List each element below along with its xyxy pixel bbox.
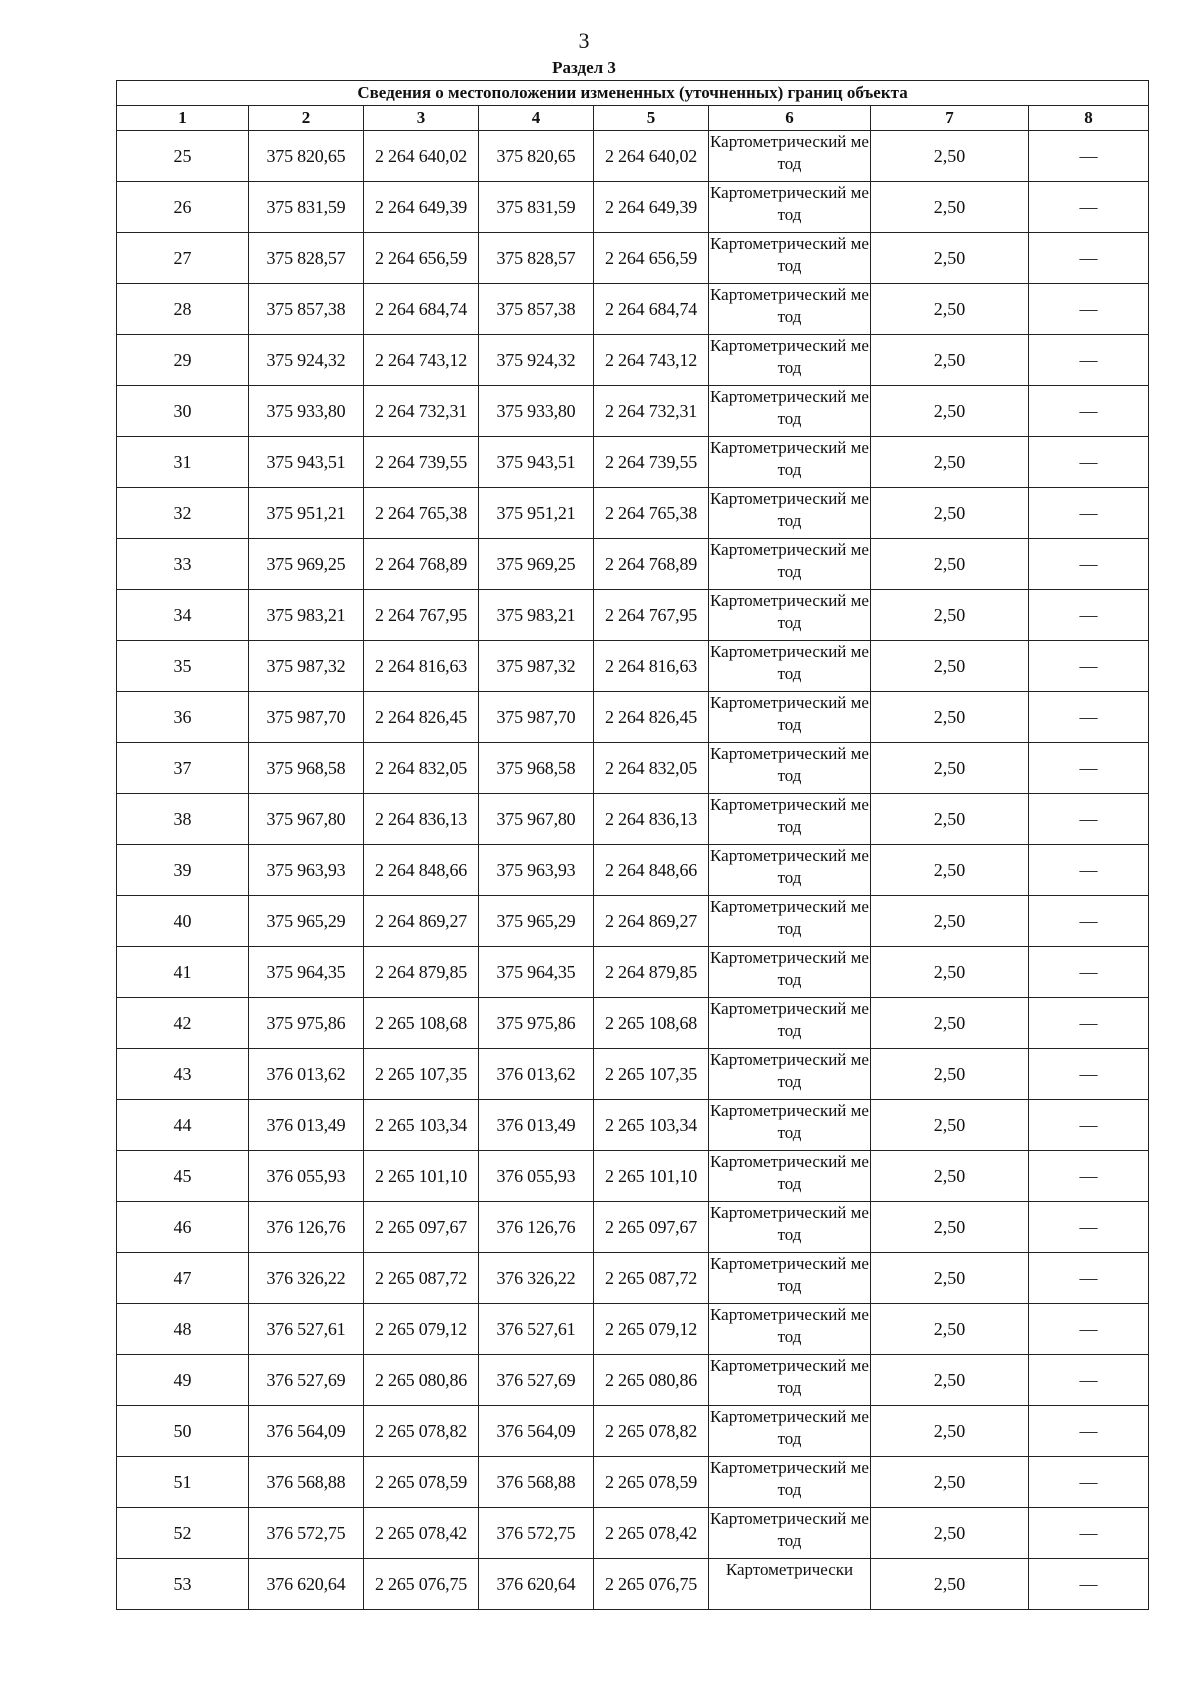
- note-cell: —: [1029, 539, 1149, 590]
- point-number-cell: 52: [117, 1508, 249, 1559]
- x-new-cell: 376 326,22: [479, 1253, 594, 1304]
- y-new-cell: 2 264 826,45: [594, 692, 709, 743]
- x-old-cell: 375 965,29: [249, 896, 364, 947]
- note-cell: —: [1029, 488, 1149, 539]
- method-cell: Картометрический метод: [709, 233, 871, 284]
- x-old-cell: 375 857,38: [249, 284, 364, 335]
- page-number: 3: [578, 28, 590, 53]
- y-old-cell: 2 265 076,75: [364, 1559, 479, 1610]
- point-number-cell: 33: [117, 539, 249, 590]
- note-cell: —: [1029, 335, 1149, 386]
- method-cell: Картометрический метод: [709, 1406, 871, 1457]
- accuracy-cell: 2,50: [871, 1100, 1029, 1151]
- x-new-cell: 375 969,25: [479, 539, 594, 590]
- table-row: [117, 743, 1149, 794]
- accuracy-cell: 2,50: [871, 1304, 1029, 1355]
- method-cell: Картометрический метод: [709, 1457, 871, 1508]
- table-body: [117, 131, 1149, 1610]
- y-new-cell: 2 264 832,05: [594, 743, 709, 794]
- y-old-cell: 2 265 087,72: [364, 1253, 479, 1304]
- column-number: 6: [709, 106, 871, 131]
- method-cell: Картометрический метод: [709, 743, 871, 794]
- method-cell: Картометрический метод: [709, 590, 871, 641]
- y-old-cell: 2 264 765,38: [364, 488, 479, 539]
- point-number-cell: 42: [117, 998, 249, 1049]
- x-old-cell: 376 013,49: [249, 1100, 364, 1151]
- x-new-cell: 376 055,93: [479, 1151, 594, 1202]
- x-new-cell: 375 828,57: [479, 233, 594, 284]
- y-new-cell: 2 265 078,82: [594, 1406, 709, 1457]
- y-old-cell: 2 264 684,74: [364, 284, 479, 335]
- method-cell: Картометрический метод: [709, 896, 871, 947]
- method-cell: Картометрический метод: [709, 998, 871, 1049]
- x-old-cell: 375 975,86: [249, 998, 364, 1049]
- method-cell: Картометрический метод: [709, 488, 871, 539]
- x-old-cell: 375 987,70: [249, 692, 364, 743]
- y-old-cell: 2 264 768,89: [364, 539, 479, 590]
- table-row: [117, 1457, 1149, 1508]
- table-row: [117, 488, 1149, 539]
- y-old-cell: 2 264 848,66: [364, 845, 479, 896]
- method-cell: Картометрический метод: [709, 1049, 871, 1100]
- accuracy-cell: 2,50: [871, 1457, 1029, 1508]
- y-new-cell: 2 264 869,27: [594, 896, 709, 947]
- accuracy-cell: 2,50: [871, 1253, 1029, 1304]
- accuracy-cell: 2,50: [871, 284, 1029, 335]
- column-number: 4: [479, 106, 594, 131]
- x-new-cell: 375 831,59: [479, 182, 594, 233]
- x-old-cell: 376 326,22: [249, 1253, 364, 1304]
- method-cell: Картометрический метод: [709, 1100, 871, 1151]
- column-number: 8: [1029, 106, 1149, 131]
- y-new-cell: 2 265 107,35: [594, 1049, 709, 1100]
- method-cell: Картометрический метод: [709, 437, 871, 488]
- accuracy-cell: 2,50: [871, 131, 1029, 182]
- note-cell: —: [1029, 1508, 1149, 1559]
- x-new-cell: 375 964,35: [479, 947, 594, 998]
- point-number-cell: 51: [117, 1457, 249, 1508]
- y-new-cell: 2 264 765,38: [594, 488, 709, 539]
- y-old-cell: 2 264 656,59: [364, 233, 479, 284]
- x-new-cell: 375 820,65: [479, 131, 594, 182]
- note-cell: —: [1029, 437, 1149, 488]
- note-cell: —: [1029, 131, 1149, 182]
- x-old-cell: 375 983,21: [249, 590, 364, 641]
- x-new-cell: 376 013,49: [479, 1100, 594, 1151]
- accuracy-cell: 2,50: [871, 335, 1029, 386]
- table-row: [117, 1304, 1149, 1355]
- x-new-cell: 375 963,93: [479, 845, 594, 896]
- y-old-cell: 2 264 879,85: [364, 947, 479, 998]
- point-number-cell: 39: [117, 845, 249, 896]
- x-new-cell: 375 987,32: [479, 641, 594, 692]
- note-cell: —: [1029, 743, 1149, 794]
- y-new-cell: 2 265 108,68: [594, 998, 709, 1049]
- method-cell: Картометрический метод: [709, 1202, 871, 1253]
- y-old-cell: 2 264 649,39: [364, 182, 479, 233]
- point-number-cell: 46: [117, 1202, 249, 1253]
- table-row: [117, 1253, 1149, 1304]
- column-number: 7: [871, 106, 1029, 131]
- method-cell: Картометрически: [709, 1559, 871, 1610]
- note-cell: —: [1029, 1304, 1149, 1355]
- table-row: [117, 437, 1149, 488]
- note-cell: —: [1029, 590, 1149, 641]
- point-number-cell: 48: [117, 1304, 249, 1355]
- y-old-cell: 2 265 108,68: [364, 998, 479, 1049]
- point-number-cell: 37: [117, 743, 249, 794]
- table-row: [117, 1100, 1149, 1151]
- x-new-cell: 376 620,64: [479, 1559, 594, 1610]
- point-number-cell: 38: [117, 794, 249, 845]
- column-number: 1: [117, 106, 249, 131]
- point-number-cell: 36: [117, 692, 249, 743]
- point-number-cell: 35: [117, 641, 249, 692]
- y-old-cell: 2 264 836,13: [364, 794, 479, 845]
- y-new-cell: 2 264 640,02: [594, 131, 709, 182]
- accuracy-cell: 2,50: [871, 794, 1029, 845]
- note-cell: —: [1029, 692, 1149, 743]
- y-new-cell: 2 265 078,59: [594, 1457, 709, 1508]
- table-row: [117, 539, 1149, 590]
- point-number-cell: 27: [117, 233, 249, 284]
- accuracy-cell: 2,50: [871, 692, 1029, 743]
- x-old-cell: 375 951,21: [249, 488, 364, 539]
- method-cell: Картометрический метод: [709, 641, 871, 692]
- accuracy-cell: 2,50: [871, 437, 1029, 488]
- x-new-cell: 376 527,61: [479, 1304, 594, 1355]
- y-old-cell: 2 264 739,55: [364, 437, 479, 488]
- x-old-cell: 375 820,65: [249, 131, 364, 182]
- note-cell: —: [1029, 1457, 1149, 1508]
- point-number-cell: 32: [117, 488, 249, 539]
- x-new-cell: 375 951,21: [479, 488, 594, 539]
- x-old-cell: 376 527,69: [249, 1355, 364, 1406]
- table-row: [117, 1151, 1149, 1202]
- table-row: [117, 386, 1149, 437]
- table-row: [117, 1508, 1149, 1559]
- y-old-cell: 2 264 767,95: [364, 590, 479, 641]
- table-row: [117, 1049, 1149, 1100]
- x-old-cell: 376 568,88: [249, 1457, 364, 1508]
- y-old-cell: 2 264 816,63: [364, 641, 479, 692]
- y-new-cell: 2 264 656,59: [594, 233, 709, 284]
- note-cell: —: [1029, 1253, 1149, 1304]
- method-cell: Картометрический метод: [709, 1151, 871, 1202]
- note-cell: —: [1029, 1202, 1149, 1253]
- x-old-cell: 375 968,58: [249, 743, 364, 794]
- point-number-cell: 47: [117, 1253, 249, 1304]
- method-cell: Картометрический метод: [709, 1508, 871, 1559]
- x-new-cell: 375 987,70: [479, 692, 594, 743]
- x-old-cell: 376 055,93: [249, 1151, 364, 1202]
- y-old-cell: 2 264 869,27: [364, 896, 479, 947]
- y-new-cell: 2 265 087,72: [594, 1253, 709, 1304]
- method-cell: Картометрический метод: [709, 1355, 871, 1406]
- method-cell: Картометрический метод: [709, 845, 871, 896]
- x-new-cell: 376 527,69: [479, 1355, 594, 1406]
- point-number-cell: 28: [117, 284, 249, 335]
- x-old-cell: 376 126,76: [249, 1202, 364, 1253]
- note-cell: —: [1029, 284, 1149, 335]
- point-number-cell: 45: [117, 1151, 249, 1202]
- accuracy-cell: 2,50: [871, 1049, 1029, 1100]
- accuracy-cell: 2,50: [871, 590, 1029, 641]
- y-old-cell: 2 264 826,45: [364, 692, 479, 743]
- note-cell: —: [1029, 896, 1149, 947]
- column-number: 2: [249, 106, 364, 131]
- accuracy-cell: 2,50: [871, 488, 1029, 539]
- method-cell: Картометрический метод: [709, 947, 871, 998]
- accuracy-cell: 2,50: [871, 386, 1029, 437]
- x-new-cell: 375 975,86: [479, 998, 594, 1049]
- table-row: [117, 641, 1149, 692]
- y-new-cell: 2 264 684,74: [594, 284, 709, 335]
- note-cell: —: [1029, 845, 1149, 896]
- x-old-cell: 375 969,25: [249, 539, 364, 590]
- table-row: [117, 1202, 1149, 1253]
- x-old-cell: 376 013,62: [249, 1049, 364, 1100]
- note-cell: —: [1029, 1559, 1149, 1610]
- y-new-cell: 2 264 879,85: [594, 947, 709, 998]
- method-cell: Картометрический метод: [709, 182, 871, 233]
- accuracy-cell: 2,50: [871, 641, 1029, 692]
- accuracy-cell: 2,50: [871, 1355, 1029, 1406]
- y-new-cell: 2 265 079,12: [594, 1304, 709, 1355]
- point-number-cell: 41: [117, 947, 249, 998]
- x-old-cell: 375 943,51: [249, 437, 364, 488]
- table-row: [117, 335, 1149, 386]
- accuracy-cell: 2,50: [871, 233, 1029, 284]
- table-row: [117, 284, 1149, 335]
- y-new-cell: 2 265 078,42: [594, 1508, 709, 1559]
- x-new-cell: 375 943,51: [479, 437, 594, 488]
- y-old-cell: 2 264 832,05: [364, 743, 479, 794]
- y-new-cell: 2 264 768,89: [594, 539, 709, 590]
- y-old-cell: 2 265 101,10: [364, 1151, 479, 1202]
- point-number-cell: 31: [117, 437, 249, 488]
- point-number-cell: 25: [117, 131, 249, 182]
- table-row: [117, 1406, 1149, 1457]
- accuracy-cell: 2,50: [871, 998, 1029, 1049]
- table-row: [117, 692, 1149, 743]
- y-old-cell: 2 264 640,02: [364, 131, 479, 182]
- x-old-cell: 376 620,64: [249, 1559, 364, 1610]
- table-row: [117, 590, 1149, 641]
- point-number-cell: 50: [117, 1406, 249, 1457]
- note-cell: —: [1029, 233, 1149, 284]
- accuracy-cell: 2,50: [871, 845, 1029, 896]
- method-cell: Картометрический метод: [709, 131, 871, 182]
- note-cell: —: [1029, 1151, 1149, 1202]
- column-number-row: [117, 106, 1149, 131]
- y-new-cell: 2 264 743,12: [594, 335, 709, 386]
- boundary-coordinates-table: [116, 80, 1149, 1610]
- y-old-cell: 2 265 103,34: [364, 1100, 479, 1151]
- accuracy-cell: 2,50: [871, 947, 1029, 998]
- table-row: [117, 794, 1149, 845]
- x-new-cell: 375 924,32: [479, 335, 594, 386]
- point-number-cell: 34: [117, 590, 249, 641]
- x-old-cell: 376 564,09: [249, 1406, 364, 1457]
- table-row: [117, 896, 1149, 947]
- note-cell: —: [1029, 1100, 1149, 1151]
- section-title: Раздел 3: [552, 58, 616, 77]
- method-cell: Картометрический метод: [709, 539, 871, 590]
- method-cell: Картометрический метод: [709, 335, 871, 386]
- x-old-cell: 375 828,57: [249, 233, 364, 284]
- table-row: [117, 845, 1149, 896]
- y-new-cell: 2 265 101,10: [594, 1151, 709, 1202]
- x-old-cell: 375 967,80: [249, 794, 364, 845]
- note-cell: —: [1029, 182, 1149, 233]
- note-cell: —: [1029, 947, 1149, 998]
- method-cell: Картометрический метод: [709, 794, 871, 845]
- note-cell: —: [1029, 1406, 1149, 1457]
- x-new-cell: 375 967,80: [479, 794, 594, 845]
- method-cell: Картометрический метод: [709, 1304, 871, 1355]
- x-new-cell: 375 968,58: [479, 743, 594, 794]
- table-row: [117, 1355, 1149, 1406]
- x-new-cell: 376 013,62: [479, 1049, 594, 1100]
- x-old-cell: 376 527,61: [249, 1304, 364, 1355]
- note-cell: —: [1029, 1355, 1149, 1406]
- y-old-cell: 2 265 078,59: [364, 1457, 479, 1508]
- y-old-cell: 2 265 078,42: [364, 1508, 479, 1559]
- point-number-cell: 49: [117, 1355, 249, 1406]
- accuracy-cell: 2,50: [871, 1559, 1029, 1610]
- x-new-cell: 376 568,88: [479, 1457, 594, 1508]
- x-new-cell: 375 983,21: [479, 590, 594, 641]
- table-row: [117, 131, 1149, 182]
- accuracy-cell: 2,50: [871, 1202, 1029, 1253]
- y-old-cell: 2 264 743,12: [364, 335, 479, 386]
- table-row: [117, 233, 1149, 284]
- x-old-cell: 375 933,80: [249, 386, 364, 437]
- table-caption-row: [117, 81, 1149, 106]
- accuracy-cell: 2,50: [871, 1406, 1029, 1457]
- point-number-cell: 53: [117, 1559, 249, 1610]
- y-new-cell: 2 264 836,13: [594, 794, 709, 845]
- note-cell: —: [1029, 1049, 1149, 1100]
- accuracy-cell: 2,50: [871, 182, 1029, 233]
- x-old-cell: 375 963,93: [249, 845, 364, 896]
- accuracy-cell: 2,50: [871, 896, 1029, 947]
- column-number: 3: [364, 106, 479, 131]
- point-number-cell: 29: [117, 335, 249, 386]
- table-caption: Сведения о местоположении измененных (уточненных) границ объекта: [117, 81, 1149, 106]
- note-cell: —: [1029, 386, 1149, 437]
- note-cell: —: [1029, 998, 1149, 1049]
- method-cell: Картометрический метод: [709, 284, 871, 335]
- column-number: 5: [594, 106, 709, 131]
- y-old-cell: 2 265 079,12: [364, 1304, 479, 1355]
- point-number-cell: 43: [117, 1049, 249, 1100]
- y-new-cell: 2 265 080,86: [594, 1355, 709, 1406]
- y-new-cell: 2 265 103,34: [594, 1100, 709, 1151]
- note-cell: —: [1029, 641, 1149, 692]
- y-old-cell: 2 265 080,86: [364, 1355, 479, 1406]
- y-new-cell: 2 264 649,39: [594, 182, 709, 233]
- accuracy-cell: 2,50: [871, 1151, 1029, 1202]
- x-new-cell: 375 857,38: [479, 284, 594, 335]
- table-row: [117, 998, 1149, 1049]
- table-row: [117, 947, 1149, 998]
- y-old-cell: 2 265 107,35: [364, 1049, 479, 1100]
- method-cell: Картометрический метод: [709, 386, 871, 437]
- accuracy-cell: 2,50: [871, 539, 1029, 590]
- point-number-cell: 26: [117, 182, 249, 233]
- x-new-cell: 376 126,76: [479, 1202, 594, 1253]
- x-new-cell: 376 572,75: [479, 1508, 594, 1559]
- note-cell: —: [1029, 794, 1149, 845]
- y-new-cell: 2 264 848,66: [594, 845, 709, 896]
- x-old-cell: 375 924,32: [249, 335, 364, 386]
- x-old-cell: 375 987,32: [249, 641, 364, 692]
- y-new-cell: 2 264 816,63: [594, 641, 709, 692]
- y-old-cell: 2 265 097,67: [364, 1202, 479, 1253]
- y-new-cell: 2 265 097,67: [594, 1202, 709, 1253]
- accuracy-cell: 2,50: [871, 743, 1029, 794]
- x-old-cell: 376 572,75: [249, 1508, 364, 1559]
- y-old-cell: 2 264 732,31: [364, 386, 479, 437]
- y-new-cell: 2 264 767,95: [594, 590, 709, 641]
- method-cell: Картометрический метод: [709, 1253, 871, 1304]
- y-new-cell: 2 264 732,31: [594, 386, 709, 437]
- point-number-cell: 44: [117, 1100, 249, 1151]
- y-old-cell: 2 265 078,82: [364, 1406, 479, 1457]
- x-old-cell: 375 831,59: [249, 182, 364, 233]
- table-row: [117, 1559, 1149, 1610]
- accuracy-cell: 2,50: [871, 1508, 1029, 1559]
- point-number-cell: 40: [117, 896, 249, 947]
- x-new-cell: 376 564,09: [479, 1406, 594, 1457]
- table-row: [117, 182, 1149, 233]
- x-new-cell: 375 933,80: [479, 386, 594, 437]
- y-new-cell: 2 265 076,75: [594, 1559, 709, 1610]
- method-cell: Картометрический метод: [709, 692, 871, 743]
- x-new-cell: 375 965,29: [479, 896, 594, 947]
- x-old-cell: 375 964,35: [249, 947, 364, 998]
- y-new-cell: 2 264 739,55: [594, 437, 709, 488]
- point-number-cell: 30: [117, 386, 249, 437]
